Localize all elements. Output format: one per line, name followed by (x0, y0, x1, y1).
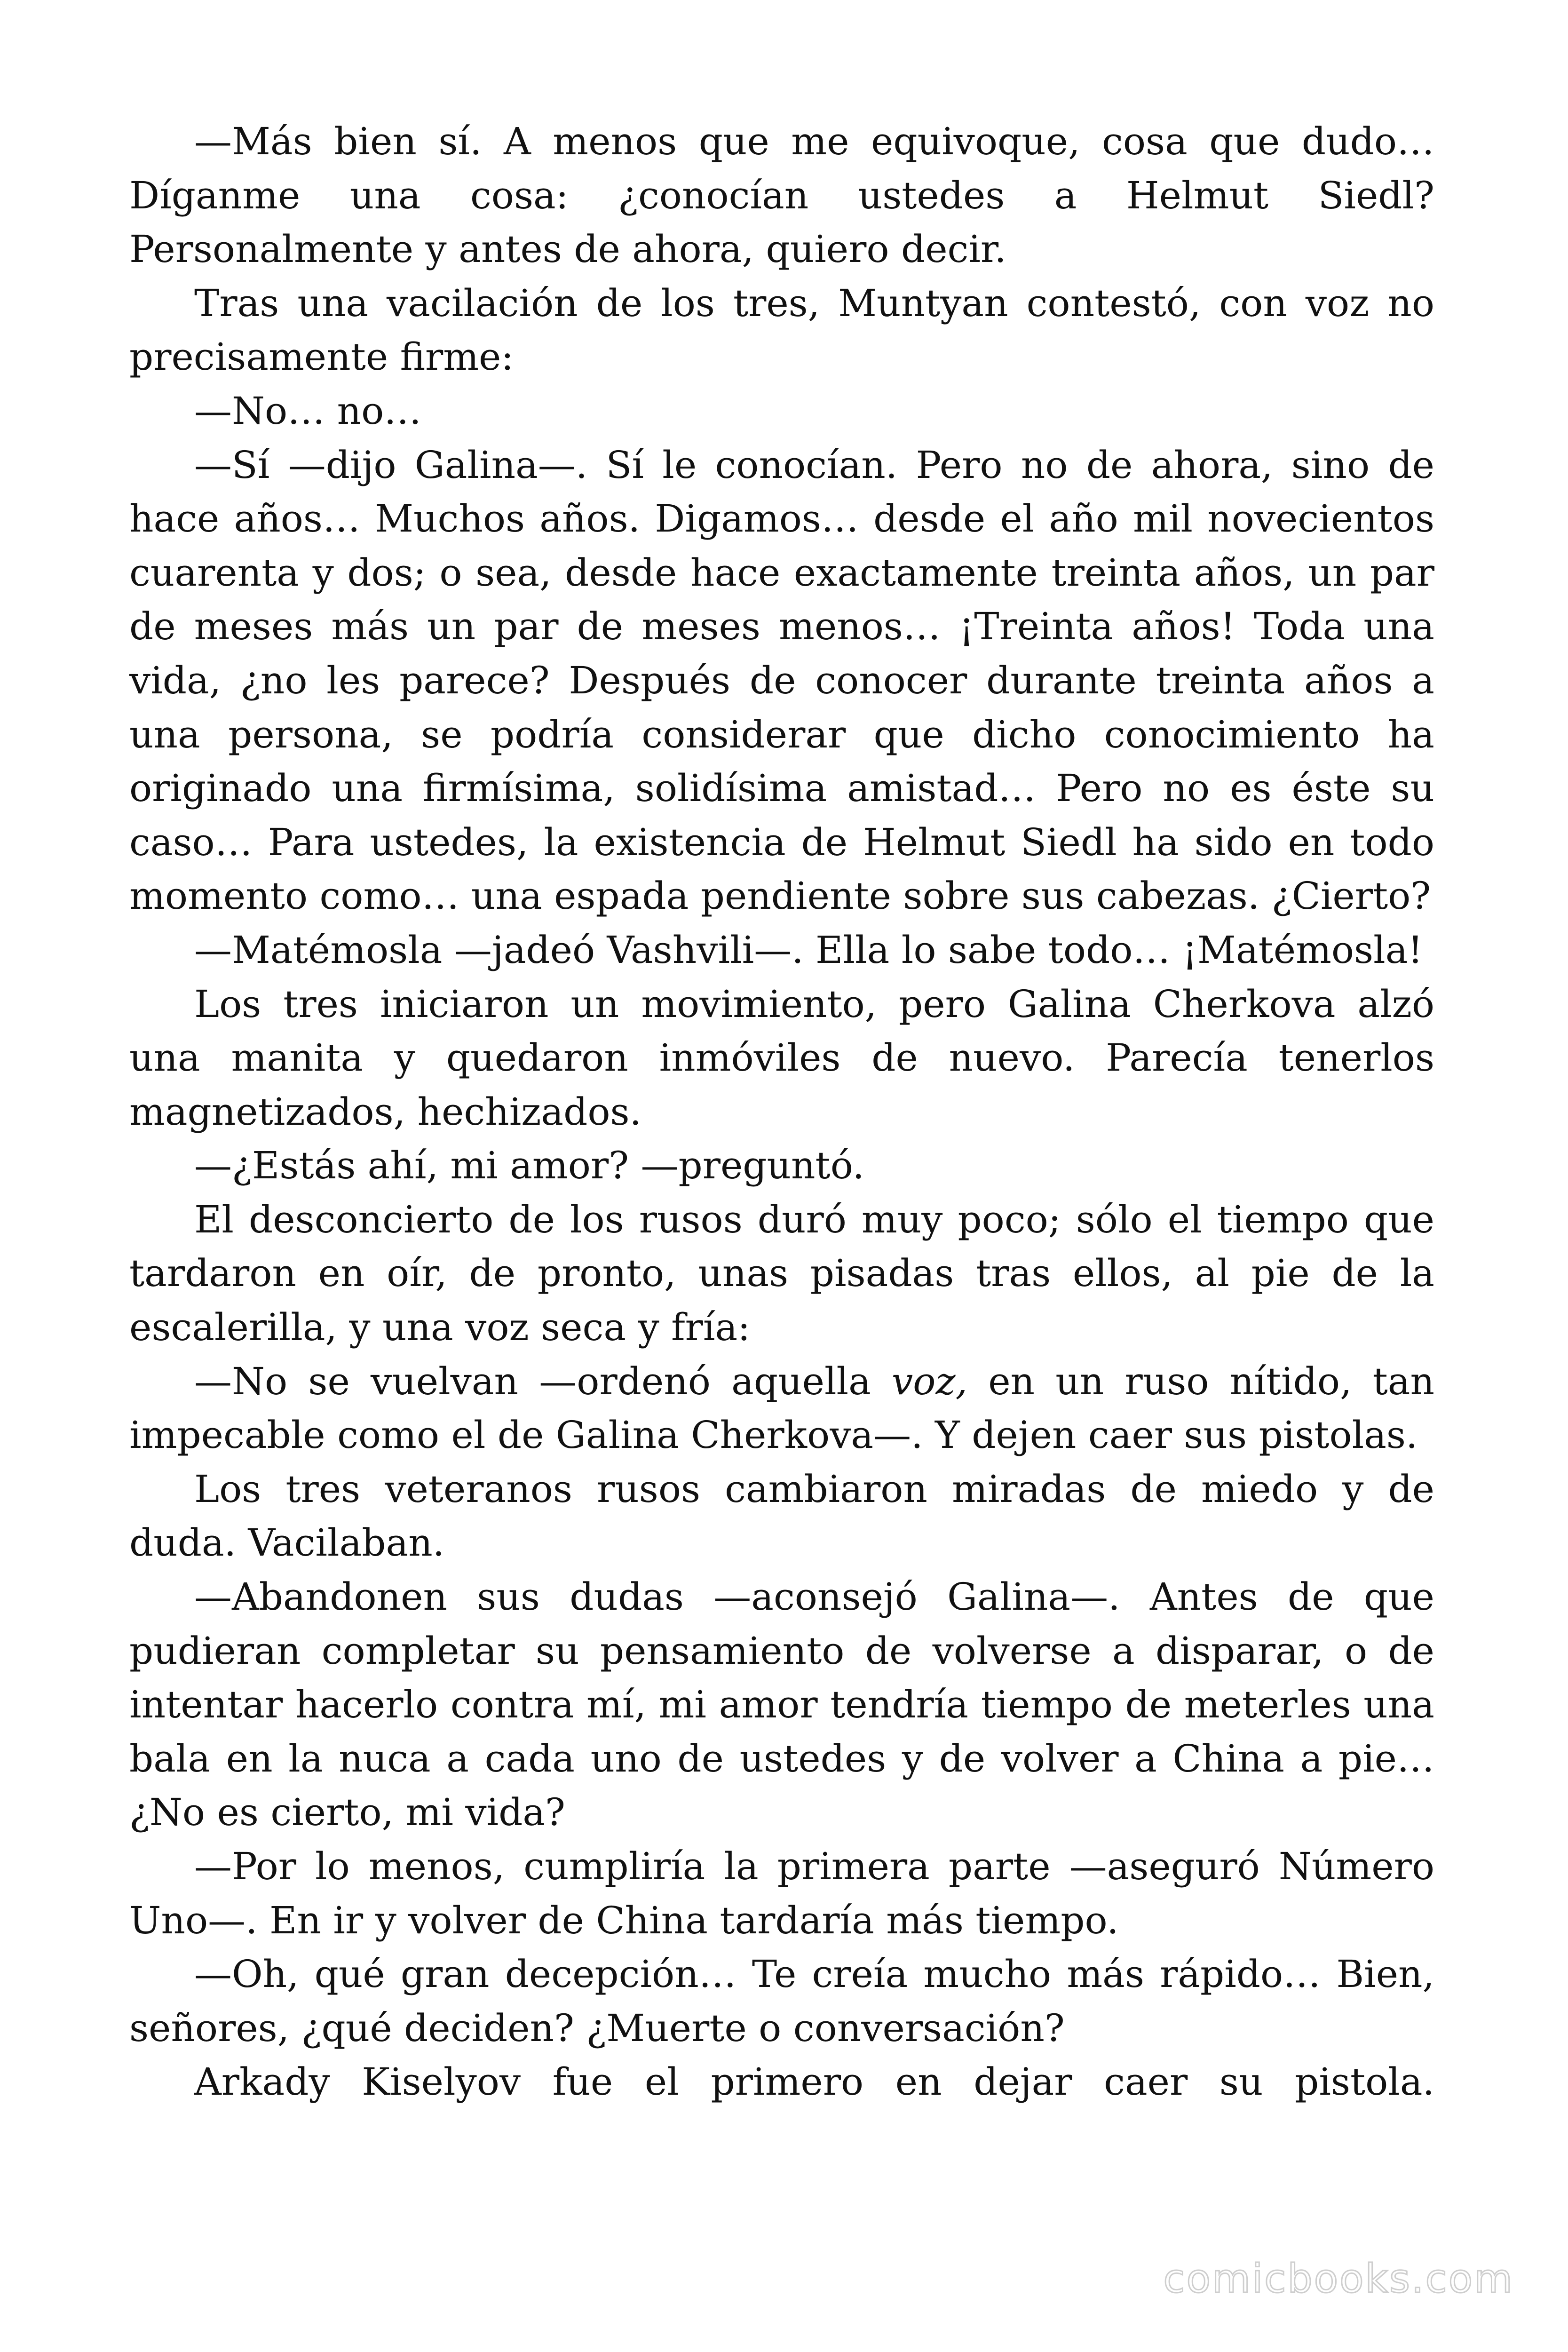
paragraph: Tras una vacilación de los tres, Muntyan contestó, con voz no precisamente firme: (129, 281, 1434, 379)
text-run: —No se vuelvan —ordenó aquella (194, 1359, 892, 1403)
paragraph: Los tres iniciaron un movimiento, pero Galina Cherkova alzó una manita y quedaron inmóviles de nuevo. Parecía tenerlos magnetizados, hechizados. (129, 982, 1434, 1134)
paragraph: Los tres veteranos rusos cambiaron miradas de miedo y de duda. Vacilaban. (129, 1467, 1434, 1565)
italic-word: voz, (892, 1359, 967, 1403)
paragraph: —Sí —dijo Galina—. Sí le conocían. Pero no de ahora, sino de hace años… Muchos años. Digamos… desde el año mil novecientos cuarenta y dos; o sea, desde hace exactamente treinta años, un par de meses más un par de meses menos… ¡Treinta años! Toda una vida, ¿no les parece? Después de conocer durante treinta años a una persona, se podría considerar que dicho conocimiento ha originado una firmísima, solidísima amistad… Pero no es éste su caso… Para ustedes, la existencia de Helmut Siedl ha sido en todo momento como… una espada pendiente sobre sus cabezas. ¿Cierto? (129, 443, 1434, 918)
paragraph: —¿Estás ahí, mi amor? —preguntó. (194, 1144, 864, 1188)
paragraph: El desconcierto de los rusos duró muy poco; sólo el tiempo que tardaron en oír, de pronto, unas pisadas tras ellos, al pie de la escalerilla, y una voz seca y fría: (129, 1197, 1434, 1350)
body-text (129, 115, 1434, 2109)
paragraph: —Abandonen sus dudas —aconsejó Galina—. Antes de que pudieran completar su pensamiento de volverse a disparar, o de intentar hacerlo contra mí, mi amor tendría tiempo de meterles una bala en la nuca a cada uno de ustedes y de volver a China a pie… ¿No es cierto, mi vida? (129, 1575, 1434, 1835)
paragraph: Arkady Kiselyov fue el primero en dejar caer su pistola. (194, 2060, 1434, 2104)
paragraph-with-italic (129, 1355, 1434, 1462)
paragraph: —No… no… (194, 389, 422, 433)
paragraph: —Por lo menos, cumpliría la primera parte —aseguró Número Uno—. En ir y volver de China tardaría más tiempo. (129, 1844, 1434, 1942)
watermark-logo: comicbooks.com (1163, 2256, 1514, 2302)
paragraph: —Oh, qué gran decepción… Te creía mucho más rápido… Bien, señores, ¿qué deciden? ¿Muerte o conversación? (129, 1952, 1434, 2050)
paragraph: —Matémosla —jadeó Vashvili—. Ella lo sabe todo… ¡Matémosla! (194, 928, 1423, 972)
paragraph: —Más bien sí. A menos que me equivoque, cosa que dudo… Díganme una cosa: ¿conocían ustedes a Helmut Siedl? Personalmente y antes de ahora, quiero decir. (129, 119, 1434, 271)
text-run: en un ruso nítido, tan impecable como el de Galina Cherkova—. Y dejen caer sus pistolas. (129, 1359, 1434, 1457)
